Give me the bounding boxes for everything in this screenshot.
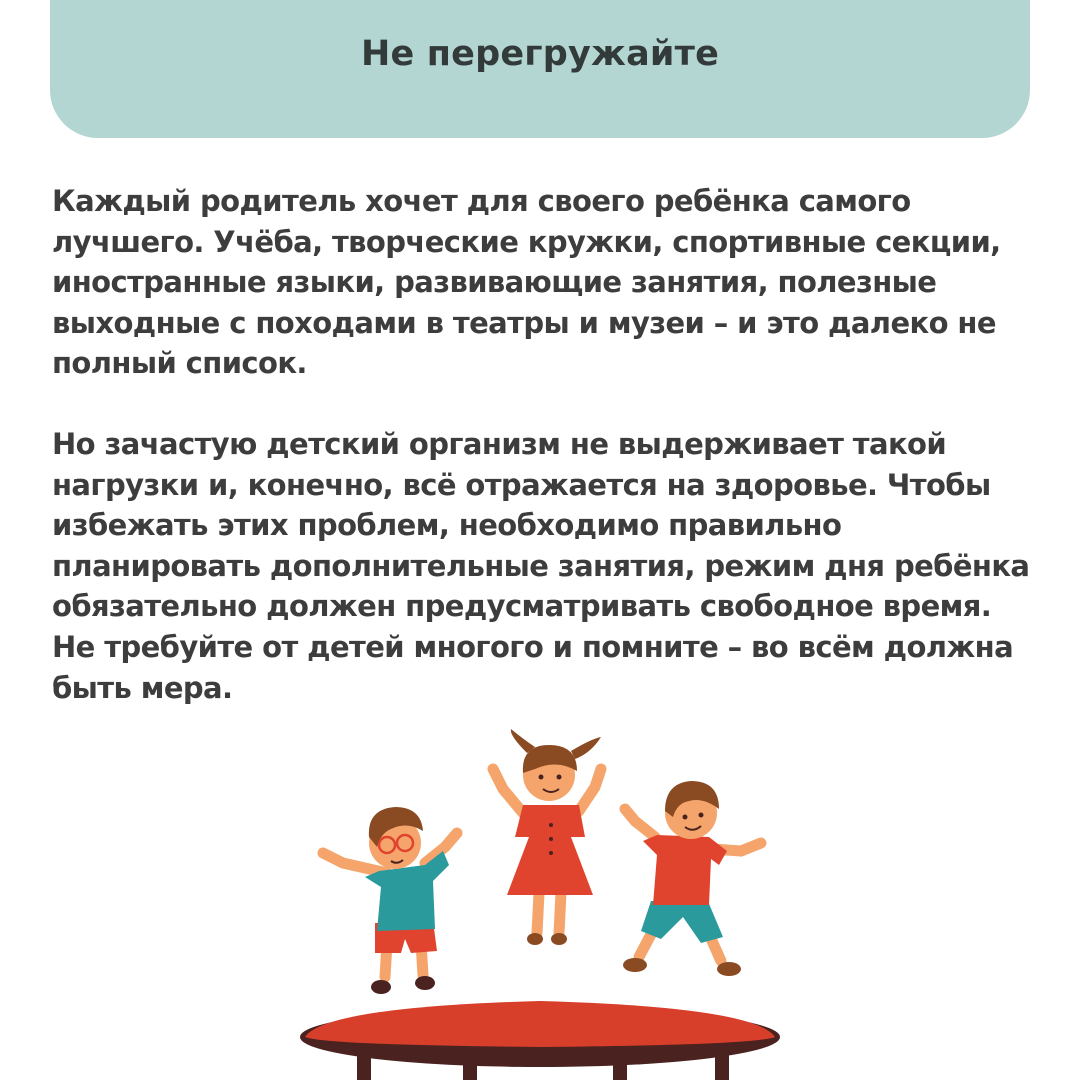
paragraph-advice: Но зачастую детский организм не выдерживает такой нагрузки и, конечно, всё отражается на здоровье. Чтобы избежать этих проблем, необходимо правильно планировать дополнительные занятия, режим дня ребёнка обязательно должен предусматривать свободное время. Не требуйте от детей многого и помните – во всём должна быть мера. — [52, 427, 1030, 705]
page-title: Не перегружайте — [360, 34, 720, 74]
children-trampoline-illustration — [295, 725, 785, 1080]
header-banner — [50, 0, 1030, 138]
boy-in-red-shirt-icon — [623, 781, 761, 976]
girl-in-dress-icon — [493, 729, 601, 945]
boy-with-glasses-icon — [323, 807, 457, 994]
trampoline-icon — [300, 1001, 780, 1080]
paragraph-intro: Каждый родитель хочет для своего ребёнка самого лучшего. Учёба, творческие кружки, спортивные секции, иностранные языки, развивающие занятия, полезные выходные с походами в театры и музеи – и это далеко не полный список. — [52, 184, 1001, 381]
